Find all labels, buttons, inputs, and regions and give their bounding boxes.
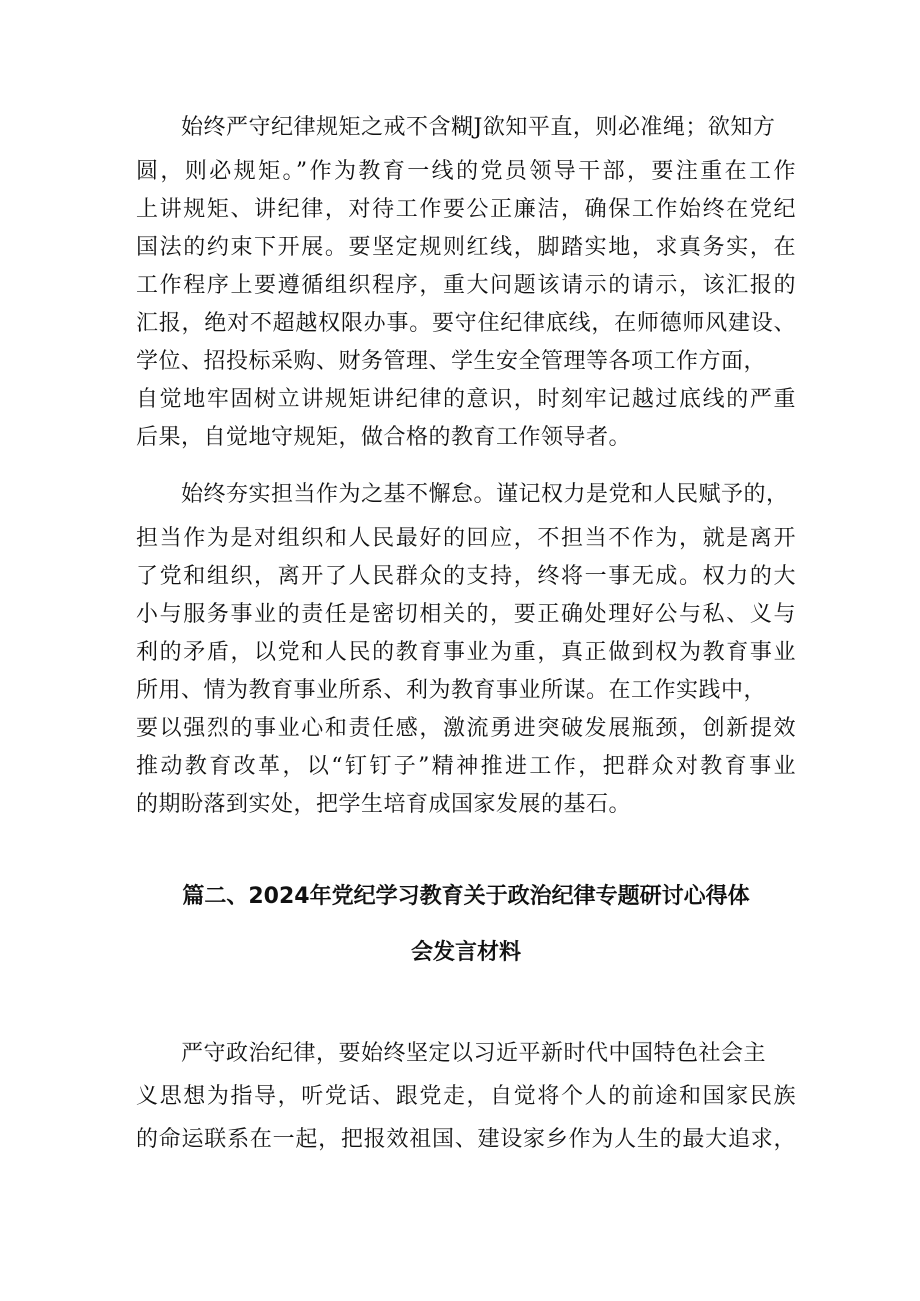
text-line: 国法的约束下开展。要坚定规则红线，脚踏实地，求真务实，在 <box>136 235 796 260</box>
text-line: 的命运联系在一起，把报效祖国、建设家乡作为人生的最大追求， <box>136 1127 796 1152</box>
text-line: 后果，自觉地守规矩，做合格的教育工作领导者。 <box>136 425 632 450</box>
section-heading-line-2: 会发言材料 <box>410 940 521 965</box>
text-line: 小与服务事业的责任是密切相关的，要正确处理好公与私、义与 <box>136 602 796 627</box>
text-line: 严守政治纪律，要始终坚定以习近平新时代中国特色社会主 <box>181 1041 767 1066</box>
text-line: 担当作为是对组织和人民最好的回应，不担当不作为，就是离开 <box>136 526 796 551</box>
text-line: 学位、招投标采购、财务管理、学生安全管理等各项工作方面， <box>136 349 767 374</box>
section-heading-line-1: 篇二、2024年党纪学习教育关于政治纪律专题研讨心得体 <box>182 884 750 909</box>
text-line: 义思想为指导，听党话、跟党走，自觉将个人的前途和国家民族 <box>136 1084 796 1109</box>
text-line: 利的矛盾，以党和人民的教育事业为重，真正做到权为教育事业 <box>136 640 796 665</box>
text-line: 汇报，绝对不超越权限办事。要守住纪律底线，在师德师风建设、 <box>136 311 796 336</box>
text-line: 上讲规矩、讲纪律，对待工作要公正廉洁，确保工作始终在党纪 <box>136 197 796 222</box>
text-line: 推动教育改革，以“钉钉子”精神推进工作，把群众对教育事业 <box>136 754 796 779</box>
text-line: 自觉地牢固树立讲规矩讲纪律的意识，时刻牢记越过底线的严重 <box>136 387 796 412</box>
text-line: 圆，则必规矩。”作为教育一线的党员领导干部，要注重在工作 <box>136 159 796 184</box>
text-line: 始终严守纪律规矩之戒不含糊J欲知平直，则必准绳；欲知方 <box>181 115 776 140</box>
text-line: 工作程序上要遵循组织程序，重大问题该请示的请示，该汇报的 <box>136 273 796 298</box>
text-line: 的期盼落到实处，把学生培育成国家发展的基石。 <box>136 792 632 817</box>
text-line: 了党和组织，离开了人民群众的支持，终将一事无成。权力的大 <box>136 564 796 589</box>
text-line: 要以强烈的事业心和责任感，激流勇进突破发展瓶颈，创新提效 <box>136 716 796 741</box>
text-line: 所用、情为教育事业所系、利为教育事业所谋。在工作实践中， <box>136 678 767 703</box>
text-line: 始终夯实担当作为之基不懈怠。谨记权力是党和人民赋予的， <box>181 482 789 507</box>
